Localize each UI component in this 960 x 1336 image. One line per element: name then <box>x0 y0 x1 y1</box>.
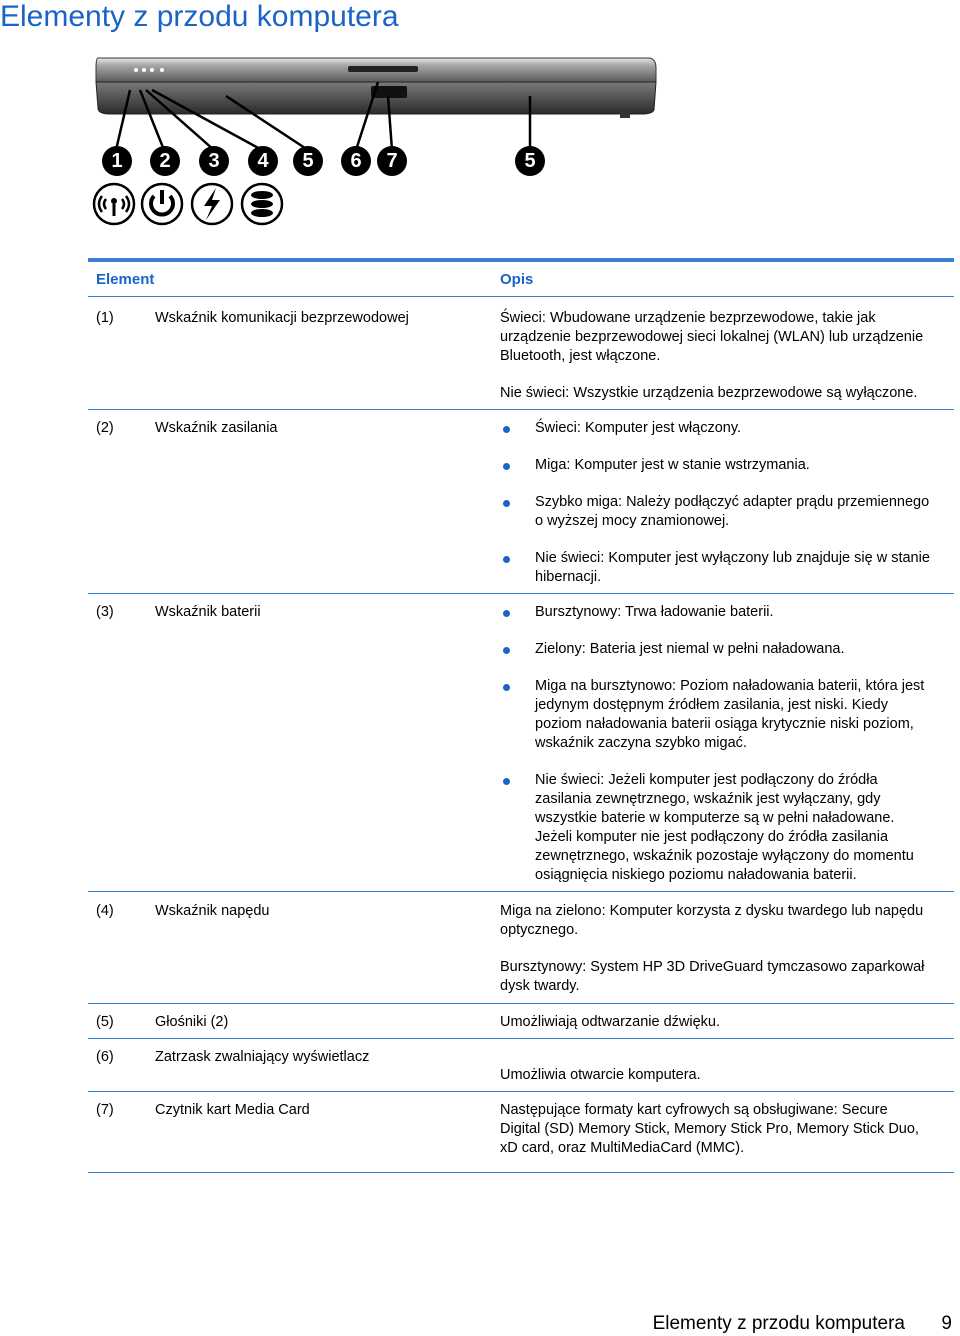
row-3-element: Wskaźnik baterii <box>155 604 261 620</box>
row-2-bullet-4-line-2: hibernacji. <box>535 569 602 585</box>
laptop-front-figure <box>86 52 666 232</box>
row-3-bullet-4-line-2: zasilania zewnętrznego, wskaźnik jest wyłączany, gdy <box>535 791 881 807</box>
row-divider <box>88 891 954 892</box>
row-7-number: (7) <box>96 1102 114 1118</box>
row-5-element: Głośniki (2) <box>155 1014 229 1030</box>
power-icon <box>140 182 184 226</box>
table-top-rule <box>88 258 954 262</box>
row-2-bullet-1: Świeci: Komputer jest włączony. <box>535 420 742 436</box>
callout-6: 6 <box>341 146 371 176</box>
row-4-desc2-line-1: Bursztynowy: System HP 3D DriveGuard tymczasowo zaparkował <box>500 959 925 975</box>
row-divider <box>88 409 954 410</box>
row-2-bullet-2: Miga: Komputer jest w stanie wstrzymania. <box>535 457 810 473</box>
footer-section-title: Elementy z przodu komputera <box>652 1313 905 1334</box>
row-2-bullet-4-line-1: Nie świeci: Komputer jest wyłączony lub znajduje się w stanie <box>535 550 930 566</box>
row-3-bullet-4-line-5: zewnętrznego, wskaźnik pozostaje wyłączony do momentu <box>535 848 914 864</box>
row-3-bullet-3-line-3: poziom naładowania baterii osiąga krytycznie niski poziom, <box>535 716 914 732</box>
bullet-icon <box>503 647 510 654</box>
row-7-desc-line-1: Następujące formaty kart cyfrowych są obsługiwane: Secure <box>500 1102 888 1118</box>
bullet-icon <box>503 426 510 433</box>
row-4-number: (4) <box>96 903 114 919</box>
row-2-number: (2) <box>96 420 114 436</box>
row-3-bullet-3-line-4: wskaźnik zaczyna szybko migać. <box>535 735 747 751</box>
row-3-bullet-3-line-2: jedynym dostępnym źródłem zasilania, jest niski. Kiedy <box>535 697 888 713</box>
row-divider <box>88 1038 954 1039</box>
drive-icon <box>240 182 284 226</box>
callout-1: 1 <box>102 146 132 176</box>
row-divider <box>88 1003 954 1004</box>
row-7-desc-line-2: Digital (SD) Memory Stick, Memory Stick Pro, Memory Stick Duo, <box>500 1121 919 1137</box>
header-rule <box>88 296 954 297</box>
callout-5-right: 5 <box>515 146 545 176</box>
callout-7: 7 <box>377 146 407 176</box>
row-3-number: (3) <box>96 604 114 620</box>
row-4-desc-line-1: Miga na zielono: Komputer korzysta z dysku twardego lub napędu <box>500 903 924 919</box>
bullet-icon <box>503 610 510 617</box>
callout-4: 4 <box>248 146 278 176</box>
row-3-bullet-4-line-1: Nie świeci: Jeżeli komputer jest podłączony do źródła <box>535 772 878 788</box>
bullet-icon <box>503 556 510 563</box>
row-5-desc: Umożliwiają odtwarzanie dźwięku. <box>500 1014 721 1030</box>
bullet-icon <box>503 463 510 470</box>
row-6-desc: Umożliwia otwarcie komputera. <box>500 1067 701 1083</box>
page-number: 9 <box>941 1313 952 1334</box>
row-2-bullet-3-line-1: Szybko miga: Należy podłączyć adapter prądu przemiennego <box>535 494 930 510</box>
table-bottom-rule <box>88 1172 954 1173</box>
row-7-desc-line-3: xD card, oraz MultiMediaCard (MMC). <box>500 1140 745 1156</box>
row-2-element: Wskaźnik zasilania <box>155 420 278 436</box>
row-7-element: Czytnik kart Media Card <box>155 1102 310 1118</box>
row-3-bullet-3-line-1: Miga na bursztynowo: Poziom naładowania baterii, która jest <box>535 678 925 694</box>
bullet-icon <box>503 684 510 691</box>
row-2-bullet-3-line-2: o wyższej mocy znamionowej. <box>535 513 730 529</box>
row-1-desc-off: Nie świeci: Wszystkie urządzenia bezprzewodowe są wyłączone. <box>500 385 918 401</box>
column-header-element: Element <box>96 271 155 288</box>
row-3-bullet-2: Zielony: Bateria jest niemal w pełni naładowana. <box>535 641 845 657</box>
wireless-icon <box>92 182 136 226</box>
row-3-bullet-4-line-3: wszystkie baterie w komputerze są w pełni naładowane. <box>535 810 895 826</box>
row-5-number: (5) <box>96 1014 114 1030</box>
callout-3: 3 <box>199 146 229 176</box>
row-3-bullet-4-line-4: Jeżeli komputer nie jest podłączony do źródła zasilania <box>535 829 889 845</box>
row-divider <box>88 1091 954 1092</box>
row-1-desc-line-2: urządzenie bezprzewodowej sieci lokalnej (WLAN) lub urządzenie <box>500 329 924 345</box>
bullet-icon <box>503 778 510 785</box>
callout-2: 2 <box>150 146 180 176</box>
row-3-bullet-4-line-6: osiągnięcia niskiego poziomu naładowania baterii. <box>535 867 857 883</box>
row-1-number: (1) <box>96 310 114 326</box>
row-4-desc-line-2: optycznego. <box>500 922 579 938</box>
row-1-desc-line-3: Bluetooth, jest włączone. <box>500 348 661 364</box>
callout-5: 5 <box>293 146 323 176</box>
row-4-desc2-line-2: dysk twardy. <box>500 978 580 994</box>
column-header-description: Opis <box>500 271 534 288</box>
row-1-desc-line-1: Świeci: Wbudowane urządzenie bezprzewodowe, takie jak <box>500 310 876 326</box>
row-6-number: (6) <box>96 1049 114 1065</box>
row-1-element: Wskaźnik komunikacji bezprzewodowej <box>155 310 409 326</box>
row-4-element: Wskaźnik napędu <box>155 903 270 919</box>
page-title: Elementy z przodu komputera <box>0 0 399 33</box>
battery-lightning-icon <box>190 182 234 226</box>
bullet-icon <box>503 500 510 507</box>
row-divider <box>88 593 954 594</box>
row-6-element: Zatrzask zwalniający wyświetlacz <box>155 1049 370 1065</box>
row-3-bullet-1: Bursztynowy: Trwa ładowanie baterii. <box>535 604 774 620</box>
